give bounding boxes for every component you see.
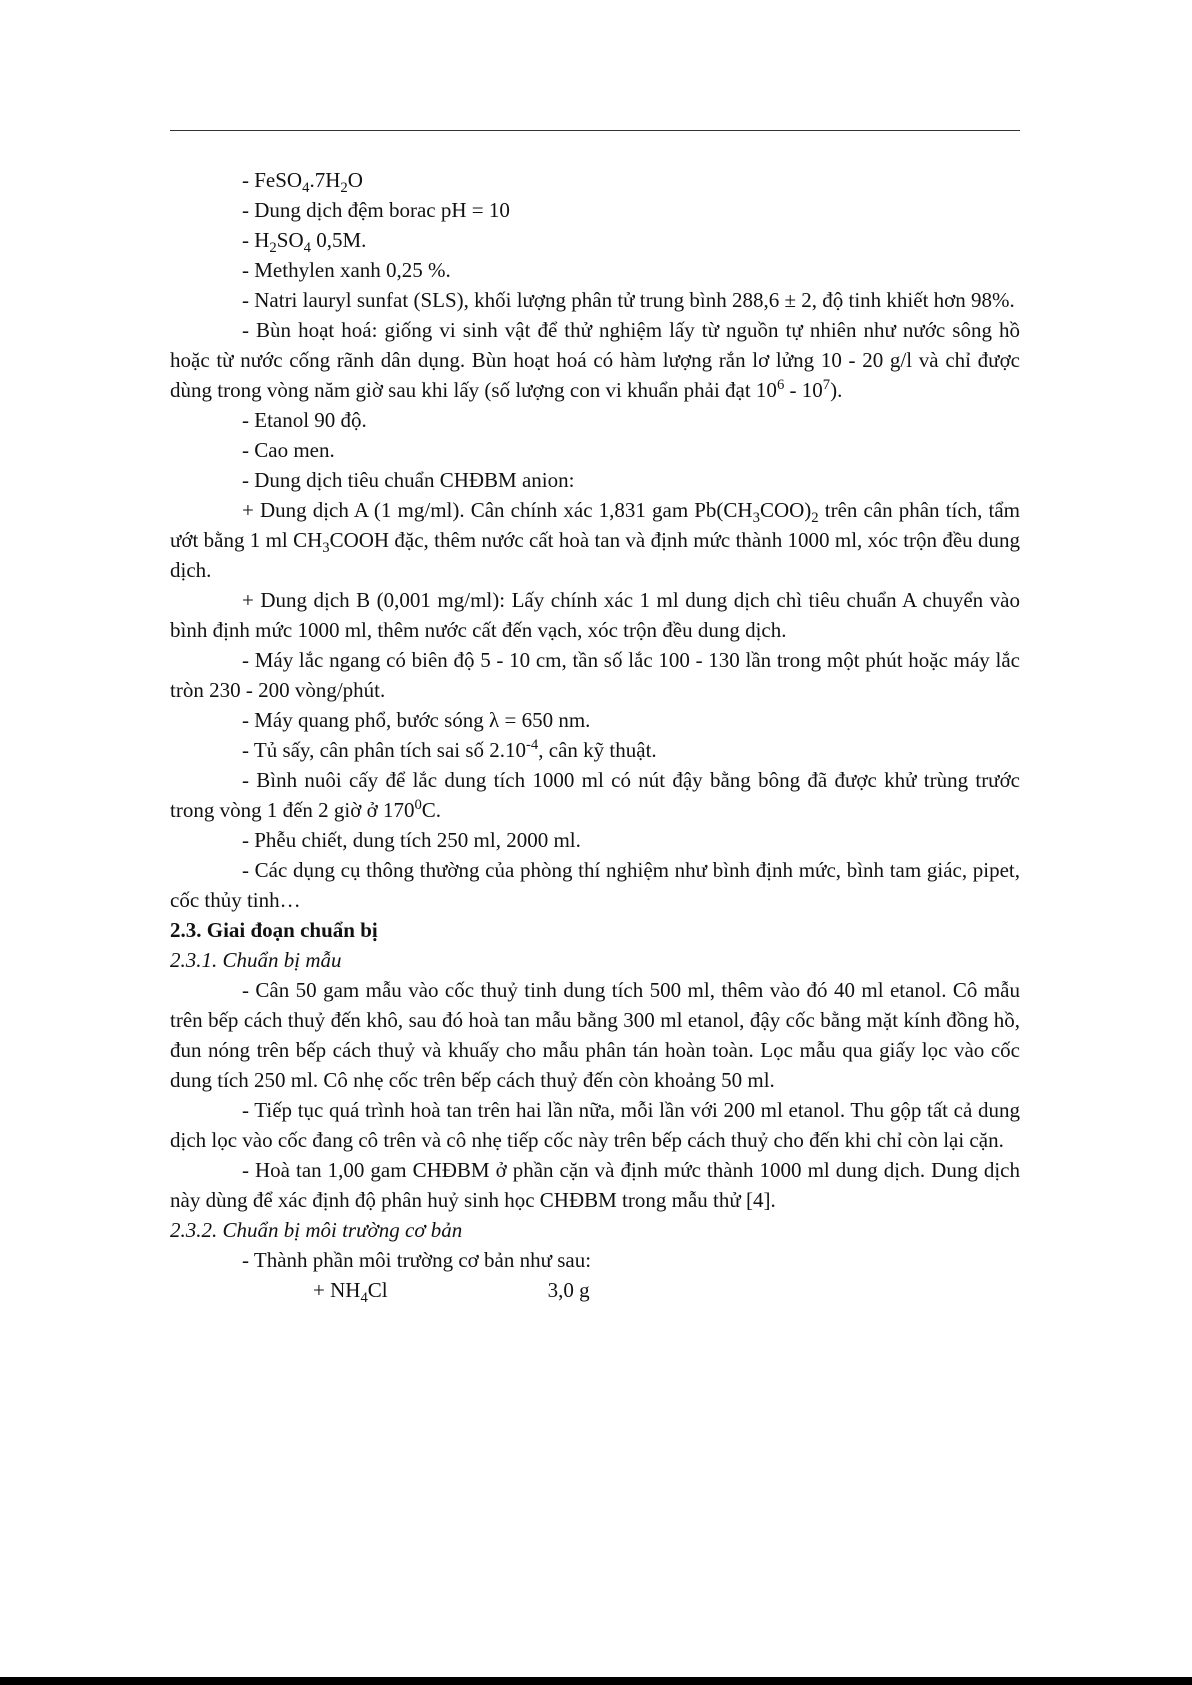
item-tools: - Các dụng cụ thông thường của phòng thí nghiệm như bình định mức, bình tam giác, pipet, cốc thủy tinh… <box>170 858 1020 912</box>
item-yeast: - Cao men. <box>242 438 335 462</box>
subsection-heading-medium: 2.3.2. Chuẩn bị môi trường cơ bản <box>170 1218 463 1242</box>
item-spectrometer: - Máy quang phổ, bước sóng λ = 650 nm. <box>242 708 591 732</box>
component-quantity: 3,0 g <box>547 1278 590 1302</box>
item-borac-buffer: - Dung dịch đệm borac pH = 10 <box>242 198 510 222</box>
paragraph-continue-dissolve: - Tiếp tục quá trình hoà tan trên hai lần nữa, mỗi lần với 200 ml etanol. Thu gộp tất cả dung dịch lọc vào cốc đang cô trên và cô nhẹ tiếp cốc này trên bếp cách thuỷ cho đến khi chỉ còn lại cặn. <box>170 1098 1020 1152</box>
component-name: + $NH_4Cl$ <box>313 1278 388 1307</box>
paragraph-dissolve-residue: - Hoà tan 1,00 gam CHĐBM ở phần cặn và định mức thành 1000 ml dung dịch. Dung dịch này dùng để xác định độ phân huỷ sinh học CHĐBM trong mẫu thử [4]. <box>170 1158 1020 1212</box>
item-methylen: - Methylen xanh 0,25 %. <box>242 258 451 282</box>
item-funnel: - Phễu chiết, dung tích 250 ml, 2000 ml. <box>242 828 581 852</box>
component-row <box>170 1275 1020 1305</box>
item-solution-a: + Dung dịch A (1 mg/ml). Cân chính xác 1,831 gam $Pb(CH_3COO)_2$ trên cân phân tích, tẩm ướt bằng 1 ml $CH_3COOH$ đặc, thêm nước cất hoà tan và định mức thành 1000 ml, xóc trộn đều dung dịch. <box>170 498 1020 582</box>
subsection-heading-sample: 2.3.1. Chuẩn bị mẫu <box>170 948 342 972</box>
header-rule <box>170 130 1020 131</box>
item-sls: - Natri lauryl sunfat (SLS), khối lượng phân tử trung bình 288,6 ± 2, độ tinh khiết hơn 98%. <box>242 288 1015 312</box>
item-standard-solution: - Dung dịch tiêu chuẩn CHĐBM anion: <box>242 468 575 492</box>
paragraph-medium-composition: - Thành phần môi trường cơ bản như sau: <box>242 1248 592 1272</box>
bottom-edge-bar <box>0 1677 1192 1685</box>
paragraph-weigh-sample: - Cân 50 gam mẫu vào cốc thuỷ tinh dung tích 500 ml, thêm vào đó 40 ml etanol. Cô mẫu trên bếp cách thuỷ đến khô, sau đó hoà tan mẫu bằng 300 ml etanol, đậy cốc bằng mặt kính đồng hồ, đun nóng trên bếp cách thuỷ và khuấy cho mẫu phân tán hoàn toàn. Lọc mẫu qua giấy lọc vào cốc dung tích 250 ml. Cô nhẹ cốc trên bếp cách thuỷ đến còn khoảng 50 ml. <box>170 978 1020 1092</box>
item-solution-b: + Dung dịch B (0,001 mg/ml): Lấy chính xác 1 ml dung dịch chì tiêu chuẩn A chuyển vào bình định mức 1000 ml, thêm nước cất đến vạch, xóc trộn đều dung dịch. <box>170 588 1020 642</box>
page-body <box>170 165 1020 1305</box>
item-ethanol: - Etanol 90 độ. <box>242 408 367 432</box>
item-shaker: - Máy lắc ngang có biên độ 5 - 10 cm, tần số lắc 100 - 130 lần trong một phút hoặc máy lắc tròn 230 - 200 vòng/phút. <box>170 648 1020 702</box>
item-oven: - Tủ sấy, cân phân tích sai số $2.10^{-4}$, cân kỹ thuật. <box>242 737 657 762</box>
section-heading: 2.3. Giai đoạn chuẩn bị <box>170 918 378 942</box>
item-activated-sludge: - Bùn hoạt hoá: giống vi sinh vật để thử nghiệm lấy từ nguồn tự nhiên như nước sông hồ hoặc từ nước cống rãnh dân dụng. Bùn hoạt hoá có hàm lượng rắn lơ lửng 10 - 20 g/l và chỉ được dùng trong vòng năm giờ sau khi lấy (số lượng con vi khuẩn phải đạt $10^6 - 10^7$). <box>170 318 1020 402</box>
item-feso4: - $FeSO_4.7H_2O$ <box>242 168 363 197</box>
item-h2so4: - $H_2SO_4$ 0,5M. <box>242 228 367 257</box>
item-flask: - Bình nuôi cấy để lắc dung tích 1000 ml có nút đậy bằng bông đã được khử trùng trước trong vòng 1 đến 2 giờ ở $170^0C$. <box>170 768 1020 822</box>
